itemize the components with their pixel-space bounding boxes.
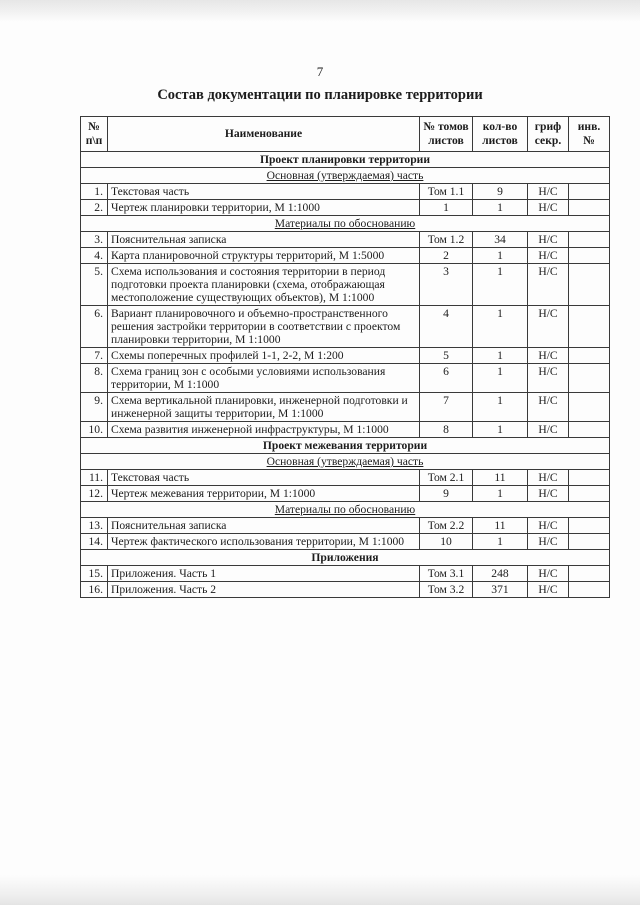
row-grif: Н/С (528, 200, 569, 216)
row-volume: Том 2.1 (420, 470, 473, 486)
subsection-title: Материалы по обоснованию (81, 502, 610, 518)
row-name: Текстовая часть (108, 470, 420, 486)
row-grif: Н/С (528, 422, 569, 438)
row-volume: 4 (420, 306, 473, 348)
table-row (81, 184, 610, 200)
table-row (81, 393, 610, 422)
table-row (81, 582, 610, 598)
row-name: Карта планировочной структуры территорий, М 1:5000 (108, 248, 420, 264)
row-inv (569, 582, 610, 598)
row-sheets: 1 (473, 248, 528, 264)
row-inv (569, 184, 610, 200)
row-volume: 9 (420, 486, 473, 502)
table-row (81, 200, 610, 216)
row-grif: Н/С (528, 470, 569, 486)
row-number: 8. (81, 364, 108, 393)
row-inv (569, 200, 610, 216)
row-number: 3. (81, 232, 108, 248)
row-grif: Н/С (528, 534, 569, 550)
row-name: Вариант планировочного и объемно-пространственного решения застройки территории в соответствии с проектом планировки территории, М 1:1000 (108, 306, 420, 348)
row-name: Пояснительная записка (108, 232, 420, 248)
subsection-title: Основная (утверждаемая) часть (81, 454, 610, 470)
row-name: Приложения. Часть 1 (108, 566, 420, 582)
row-inv (569, 534, 610, 550)
row-inv (569, 470, 610, 486)
table-row (81, 486, 610, 502)
row-sheets: 248 (473, 566, 528, 582)
row-sheets: 34 (473, 232, 528, 248)
table-row (81, 518, 610, 534)
row-sheets: 1 (473, 264, 528, 306)
header-inv: инв. № (569, 117, 610, 152)
row-grif: Н/С (528, 582, 569, 598)
row-sheets: 1 (473, 348, 528, 364)
row-inv (569, 393, 610, 422)
section-row (81, 438, 610, 454)
document-title: Состав документации по планировке территории (157, 87, 483, 103)
table-body (81, 152, 610, 598)
row-name: Приложения. Часть 2 (108, 582, 420, 598)
row-volume: 5 (420, 348, 473, 364)
table-row (81, 364, 610, 393)
row-inv (569, 486, 610, 502)
row-sheets: 371 (473, 582, 528, 598)
row-sheets: 1 (473, 486, 528, 502)
row-name: Схема развития инженерной инфраструктуры, М 1:1000 (108, 422, 420, 438)
row-name: Пояснительная записка (108, 518, 420, 534)
row-volume: Том 2.2 (420, 518, 473, 534)
row-number: 15. (81, 566, 108, 582)
row-volume: Том 1.2 (420, 232, 473, 248)
row-name: Схемы поперечных профилей 1-1, 2-2, М 1:200 (108, 348, 420, 364)
row-inv (569, 306, 610, 348)
row-sheets: 1 (473, 364, 528, 393)
row-inv (569, 422, 610, 438)
row-name: Чертеж фактического использования территории, М 1:1000 (108, 534, 420, 550)
page-number: 7 (316, 64, 324, 79)
subsection-row (81, 216, 610, 232)
row-grif: Н/С (528, 248, 569, 264)
row-number: 10. (81, 422, 108, 438)
subsection-title: Основная (утверждаемая) часть (81, 168, 610, 184)
table-header-row (81, 117, 610, 152)
row-volume: 3 (420, 264, 473, 306)
row-sheets: 1 (473, 422, 528, 438)
row-volume: Том 1.1 (420, 184, 473, 200)
documentation-table (80, 116, 610, 598)
row-inv (569, 264, 610, 306)
row-sheets: 1 (473, 306, 528, 348)
row-number: 2. (81, 200, 108, 216)
row-grif: Н/С (528, 306, 569, 348)
table-row (81, 422, 610, 438)
scan-edge-top (0, 0, 640, 22)
row-volume: 10 (420, 534, 473, 550)
section-row (81, 152, 610, 168)
section-title: Приложения (81, 550, 610, 566)
row-grif: Н/С (528, 393, 569, 422)
row-grif: Н/С (528, 348, 569, 364)
row-volume: Том 3.2 (420, 582, 473, 598)
row-grif: Н/С (528, 518, 569, 534)
header-name: Наименование (108, 117, 420, 152)
subsection-row (81, 454, 610, 470)
row-volume: Том 3.1 (420, 566, 473, 582)
row-name: Схема границ зон с особыми условиями использования территории, М 1:1000 (108, 364, 420, 393)
row-sheets: 1 (473, 534, 528, 550)
row-name: Чертеж межевания территории, М 1:1000 (108, 486, 420, 502)
row-sheets: 1 (473, 393, 528, 422)
row-volume: 6 (420, 364, 473, 393)
subsection-row (81, 168, 610, 184)
row-sheets: 1 (473, 200, 528, 216)
row-inv (569, 248, 610, 264)
row-number: 6. (81, 306, 108, 348)
row-name: Текстовая часть (108, 184, 420, 200)
subsection-title: Материалы по обоснованию (81, 216, 610, 232)
row-sheets: 9 (473, 184, 528, 200)
row-number: 1. (81, 184, 108, 200)
row-name: Схема вертикальной планировки, инженерной подготовки и инженерной защиты территории, М 1:1000 (108, 393, 420, 422)
row-volume: 2 (420, 248, 473, 264)
header-sheets: кол-во листов (473, 117, 528, 152)
row-inv (569, 232, 610, 248)
row-number: 12. (81, 486, 108, 502)
table-row (81, 348, 610, 364)
row-grif: Н/С (528, 566, 569, 582)
subsection-row (81, 502, 610, 518)
header-volumes: № томов листов (420, 117, 473, 152)
row-number: 16. (81, 582, 108, 598)
row-sheets: 11 (473, 518, 528, 534)
row-number: 14. (81, 534, 108, 550)
row-sheets: 11 (473, 470, 528, 486)
row-volume: 8 (420, 422, 473, 438)
section-title: Проект межевания территории (81, 438, 610, 454)
section-row (81, 550, 610, 566)
row-grif: Н/С (528, 486, 569, 502)
row-volume: 1 (420, 200, 473, 216)
row-inv (569, 566, 610, 582)
table-row (81, 306, 610, 348)
row-number: 4. (81, 248, 108, 264)
header-grif: гриф секр. (528, 117, 569, 152)
row-number: 13. (81, 518, 108, 534)
row-grif: Н/С (528, 232, 569, 248)
row-number: 7. (81, 348, 108, 364)
row-number: 9. (81, 393, 108, 422)
row-number: 11. (81, 470, 108, 486)
table-row (81, 232, 610, 248)
row-name: Чертеж планировки территории, М 1:1000 (108, 200, 420, 216)
table-row (81, 566, 610, 582)
row-volume: 7 (420, 393, 473, 422)
table-row (81, 248, 610, 264)
row-number: 5. (81, 264, 108, 306)
table-row (81, 470, 610, 486)
row-name: Схема использования и состояния территории в период подготовки проекта планировки (схема, отображающая местоположение существующих объектов), М 1:1000 (108, 264, 420, 306)
row-inv (569, 348, 610, 364)
row-grif: Н/С (528, 184, 569, 200)
row-grif: Н/С (528, 364, 569, 393)
row-inv (569, 364, 610, 393)
section-title: Проект планировки территории (81, 152, 610, 168)
row-grif: Н/С (528, 264, 569, 306)
scan-edge-bottom (0, 875, 640, 905)
row-inv (569, 518, 610, 534)
table-row (81, 534, 610, 550)
header-num: № п\п (81, 117, 108, 152)
table-row (81, 264, 610, 306)
